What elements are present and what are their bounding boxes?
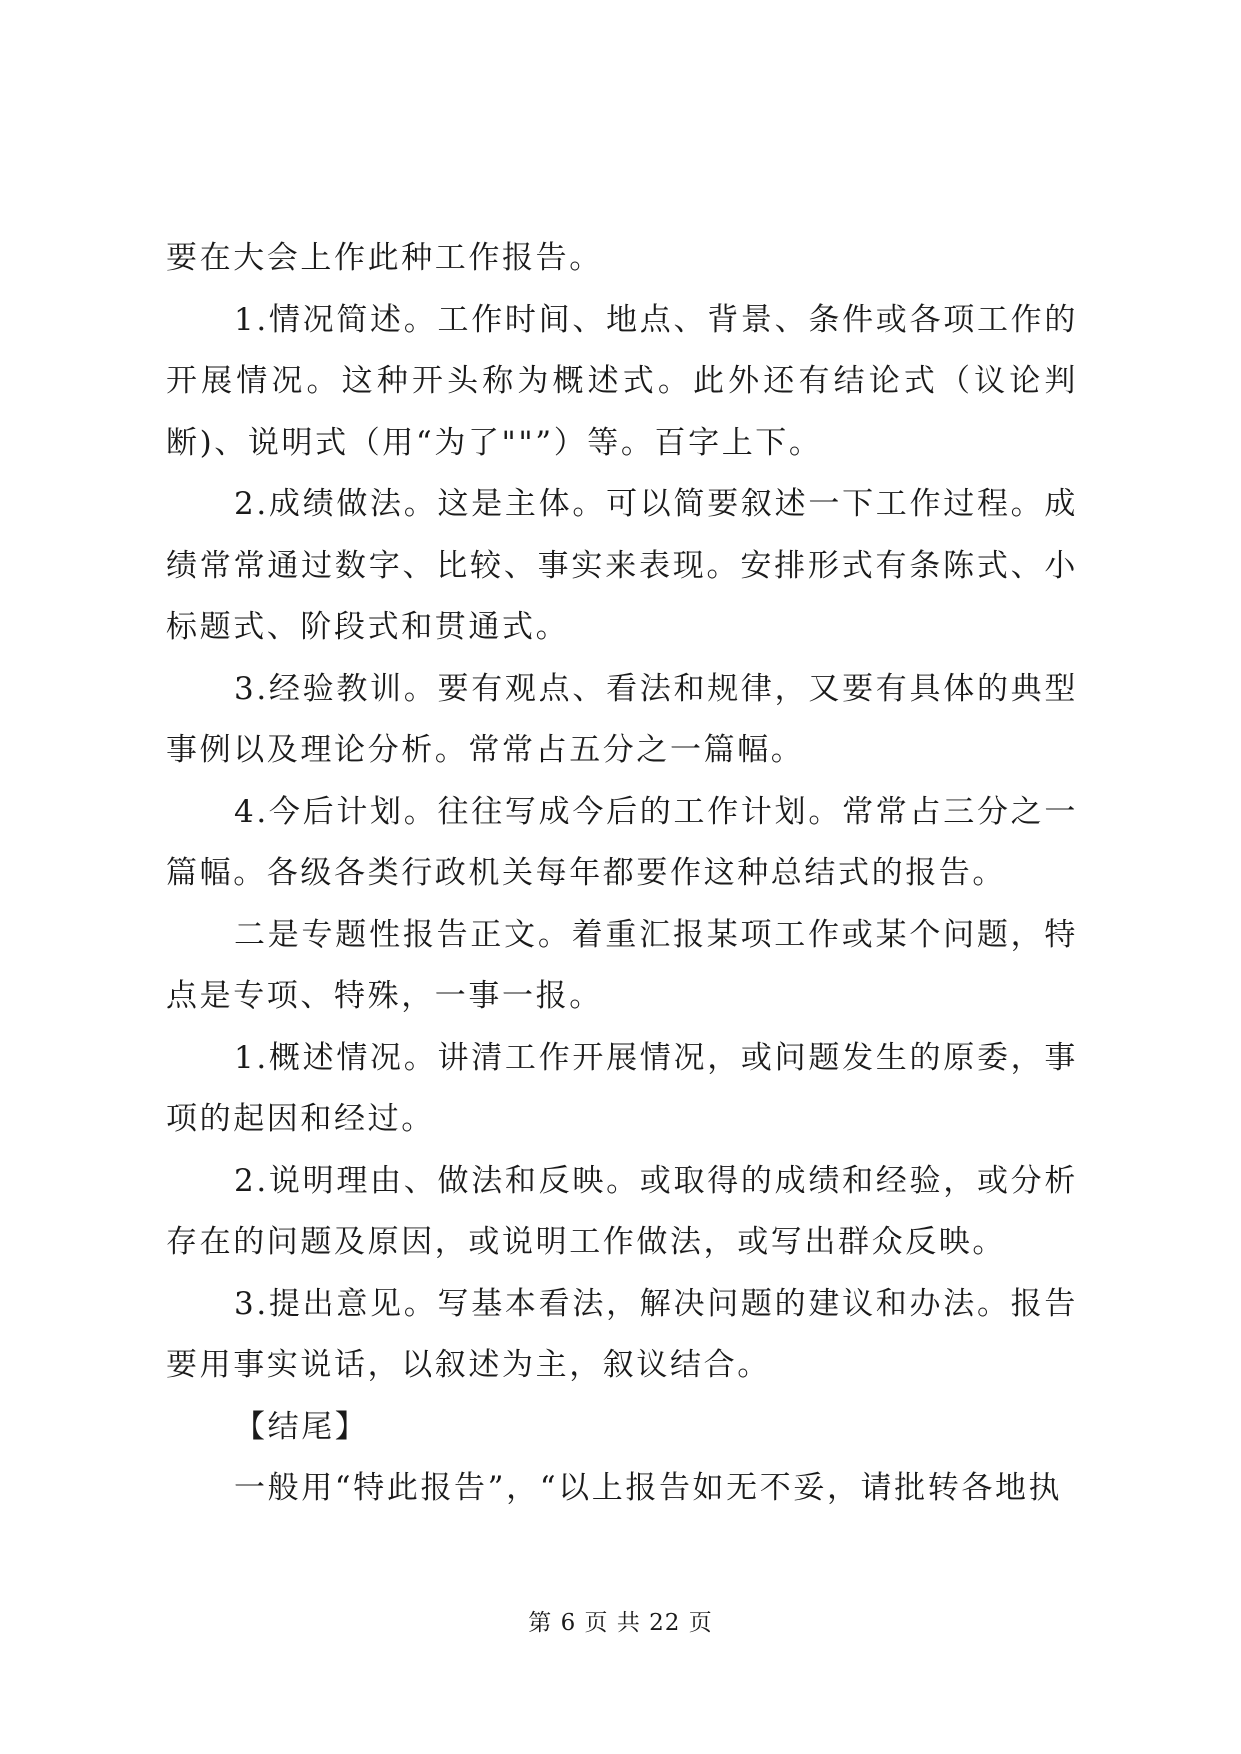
- paragraph-special-report: 二是专题性报告正文。着重汇报某项工作或某个问题，特点是专项、特殊，一事一报。: [166, 916, 1078, 1014]
- paragraph-ending: 一般用“特此报告”，“以上报告如无不妥，请批转各地执: [234, 1470, 1063, 1506]
- paragraph-future-plan: 4.今后计划。往往写成今后的工作计划。常常占三分之一篇幅。各级各类行政机关每年都要作这种总结式的报告。: [166, 793, 1078, 891]
- paragraph-lessons: 3.经验教训。要有观点、看法和规律，又要有具体的典型事例以及理论分析。常常占五分之一篇幅。: [166, 670, 1078, 768]
- paragraph-achievements: 2.成绩做法。这是主体。可以简要叙述一下工作过程。成绩常常通过数字、比较、事实来表现。安排形式有条陈式、小标题式、阶段式和贯通式。: [166, 486, 1078, 645]
- paragraph-opinions: 3.提出意见。写基本看法，解决问题的建议和办法。报告要用事实说话，以叙述为主，叙议结合。: [166, 1285, 1078, 1383]
- document-body: [166, 228, 1078, 1520]
- paragraph-reasons: 2.说明理由、做法和反映。或取得的成绩和经验，或分析存在的问题及原因，或说明工作做法，或写出群众反映。: [166, 1162, 1078, 1260]
- paragraph-intro-tail: 要在大会上作此种工作报告。: [166, 240, 603, 276]
- paragraph-situation-summary: 1.情况简述。工作时间、地点、背景、条件或各项工作的开展情况。这种开头称为概述式。此外还有结论式（议论判断)、说明式（用“为了""”）等。百字上下。: [166, 301, 1078, 461]
- paragraph-overview: 1.概述情况。讲清工作开展情况，或问题发生的原委，事项的起因和经过。: [166, 1039, 1078, 1137]
- section-heading-ending: 【结尾】: [234, 1408, 369, 1445]
- page-number-footer: 第 6 页 共 22 页: [528, 1610, 713, 1636]
